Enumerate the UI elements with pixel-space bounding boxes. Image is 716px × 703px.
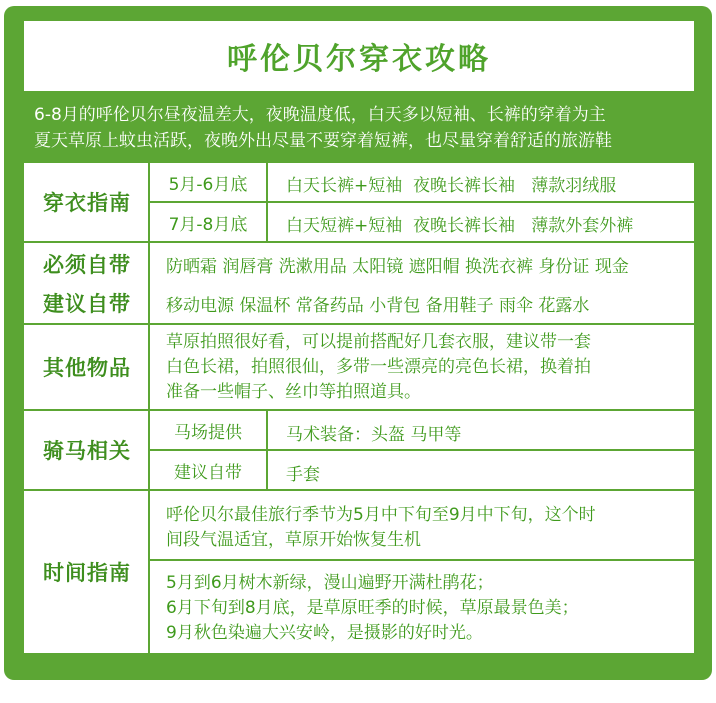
must-bring-items: 防晒霜 润唇膏 洗漱用品 太阳镜 遮阳帽 换洗衣裤 身份证 现金 xyxy=(166,257,629,277)
other-items-label: 其他物品 xyxy=(43,356,131,380)
horse-suggest-value: 手套 xyxy=(286,465,320,485)
time-guide-line: 间段气温适宜，草原开始恢复生机 xyxy=(166,530,421,550)
clothing-guide-label: 穿衣指南 xyxy=(43,191,131,215)
time-guide-label: 时间指南 xyxy=(43,561,131,585)
time-guide-line: 6月下旬到8月底，是草原旺季的时候，草原最景色美； xyxy=(166,598,579,618)
divider xyxy=(266,163,268,241)
intro-line: 6-8月的呼伦贝尔昼夜温差大，夜晚温度低，白天多以短袖、长裤的穿着为主 xyxy=(34,105,606,125)
time-guide-line: 5月到6月树木新绿，漫山遍野开满杜鹃花； xyxy=(166,573,494,593)
time-guide-line: 呼伦贝尔最佳旅行季节为5月中下旬至9月中下旬，这个时 xyxy=(166,505,596,525)
horse-sub-label: 建议自带 xyxy=(174,462,242,483)
time-guide-line: 9月秋色染遍大兴安岭，是摄影的好时光。 xyxy=(166,623,483,643)
divider xyxy=(266,409,268,489)
other-items-text xyxy=(166,330,591,405)
period-label: 7月-8月底 xyxy=(168,214,248,235)
other-items-line: 准备一些帽子、丝巾等拍照道具。 xyxy=(166,382,421,402)
intro-text xyxy=(24,94,694,162)
suggest-bring-label: 建议自带 xyxy=(43,292,131,316)
horse-provided-value: 马术装备：头盔 马甲等 xyxy=(286,425,462,445)
divider xyxy=(24,241,694,243)
guide-card xyxy=(4,6,712,680)
time-guide-months xyxy=(166,571,579,646)
horse-riding-label: 骑马相关 xyxy=(43,439,131,463)
page-title: 呼伦贝尔穿衣攻略 xyxy=(24,21,694,91)
time-guide-season xyxy=(166,503,596,553)
divider xyxy=(150,559,694,561)
must-bring-label: 必须自带 xyxy=(43,253,131,277)
clothing-advice: 白天长裤+短袖 夜晚长裤长袖 薄款羽绒服 xyxy=(286,176,617,196)
period-label: 5月-6月底 xyxy=(168,174,248,195)
other-items-line: 草原拍照很好看，可以提前搭配好几套衣服，建议带一套 xyxy=(166,332,591,352)
suggest-bring-items: 移动电源 保温杯 常备药品 小背包 备用鞋子 雨伞 花露水 xyxy=(166,296,590,316)
other-items-line: 白色长裙，拍照很仙，多带一些漂亮的亮色长裙，换着拍 xyxy=(166,357,591,377)
clothing-advice: 白天短裤+短袖 夜晚长裤长袖 薄款外套外裤 xyxy=(286,216,634,236)
guide-table xyxy=(24,163,694,653)
intro-line: 夏天草原上蚊虫活跃，夜晚外出尽量不要穿着短裤，也尽量穿着舒适的旅游鞋 xyxy=(34,131,612,151)
horse-sub-label: 马场提供 xyxy=(174,422,242,443)
